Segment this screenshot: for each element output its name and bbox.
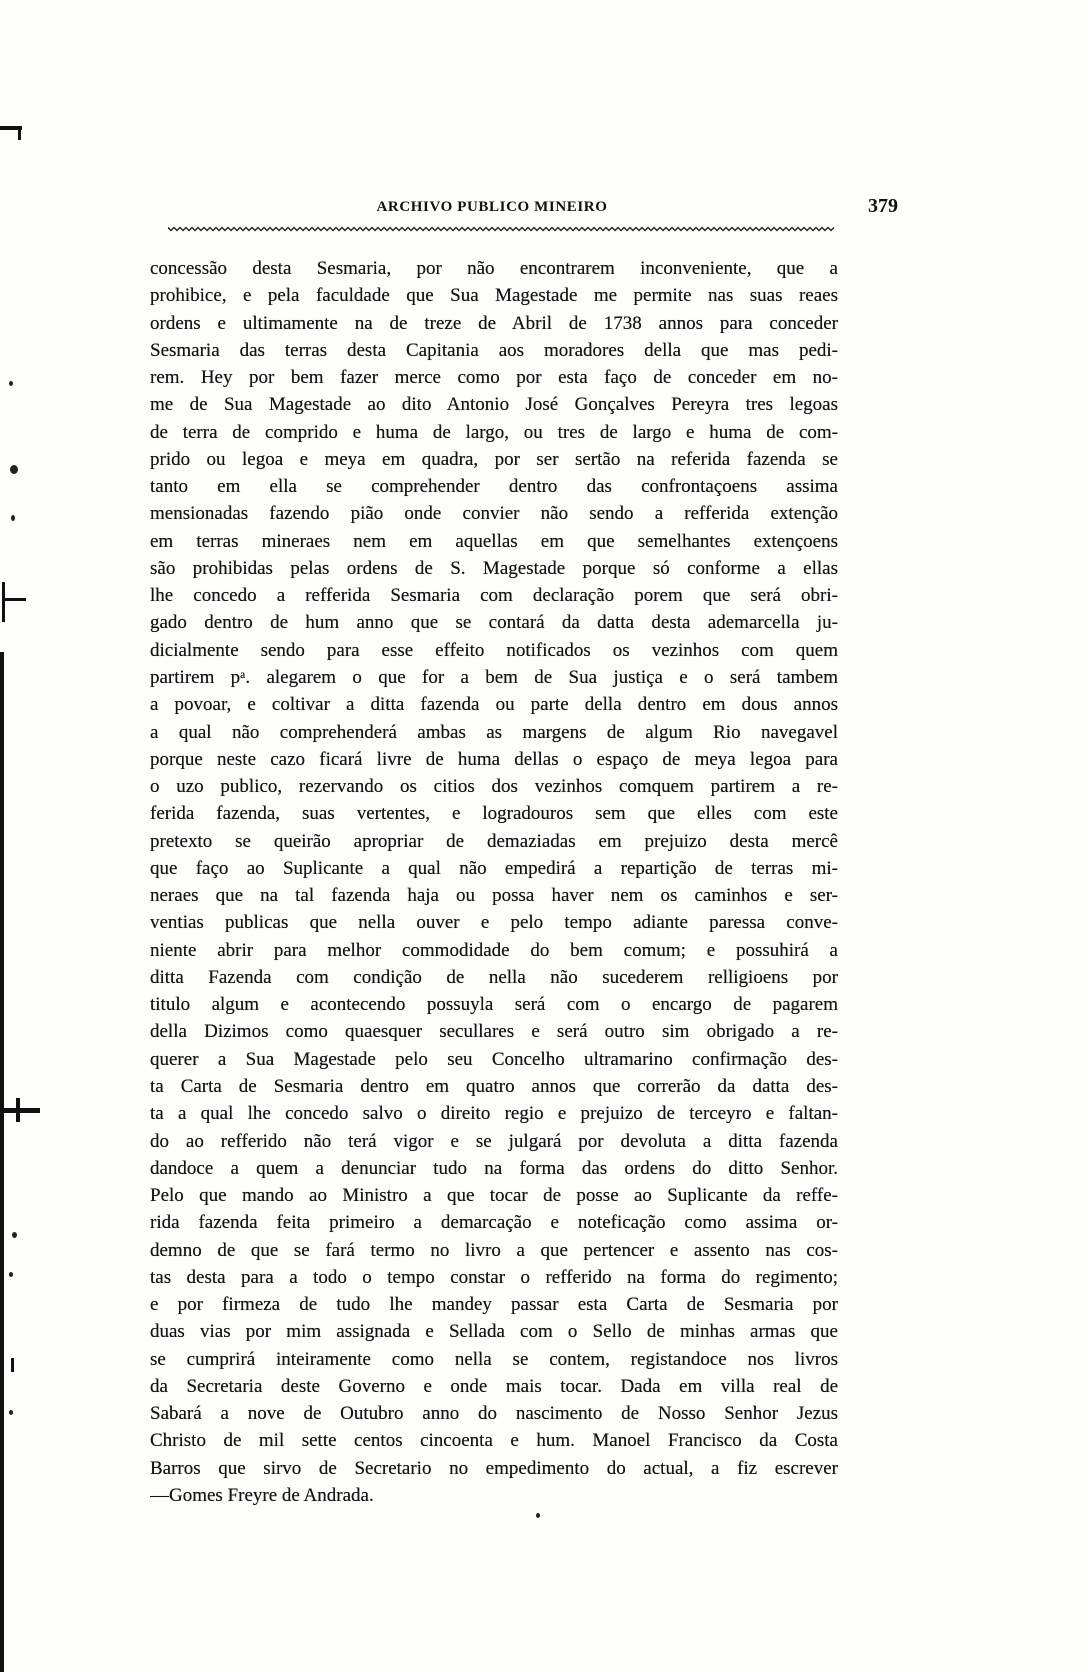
text-line: são prohibidas pelas ordens de S. Magestade porque só conforme a ellas [150,557,838,579]
text-line: Sesmaria das terras desta Capitania aos moradores della que mas pedi- [150,339,838,361]
text-line: ta Carta de Sesmaria dentro em quatro annos que correrão da datta des- [150,1075,838,1097]
text-line: ditta Fazenda com condição de nella não sucederem relligioens por [150,966,838,988]
scan-speck [9,1410,13,1415]
running-title: ARCHIVO PUBLICO MINEIRO [376,199,608,215]
text-line: della Dizimos como quaesquer secullares e será outro sim obrigado a re- [150,1021,838,1043]
text-line: prido ou legoa e meya em quadra, por ser sertão na referida fazenda se [150,448,838,470]
text-line: lhe concedo a refferida Sesmaria com declaração porem que será obri- [150,585,838,607]
scan-speck [536,1513,540,1518]
text-line: rida fazenda feita primeiro a demarcação e noteficação como assima or- [150,1212,838,1234]
text-line: concessão desta Sesmaria, por não encontrarem inconveniente, que a [150,258,838,279]
text-line: Sabará a nove de Outubro anno do nascimento de Nosso Senhor Jezus [150,1403,838,1425]
text-line: ferida fazenda, suas vertentes, e logradouros sem que elles com este [150,803,838,825]
text-line: Pelo que mando ao Ministro a que tocar de posse ao Suplicante da reffe- [150,1185,838,1207]
text-line: Barros que sirvo de Secretario no empedimento do actual, a fiz escrever [150,1457,838,1479]
scan-edge-mark [18,126,21,140]
text-line: que faço ao Suplicante a qual não empedirá a repartição de terras mi- [150,857,838,879]
text-line: ventias publicas que nella ouver e pelo tempo adiante paressa conve- [150,912,838,934]
text-line: duas vias por mim assignada e Sellada com o Sello de minhas armas que [150,1321,838,1343]
text-line: niente abrir para melhor commodidade do bem comum; e possuhirá a [150,939,838,961]
body-text [150,255,838,1509]
scan-speck [9,381,13,386]
text-line: e por firmeza de tudo lhe mandey passar esta Carta de Sesmaria por [150,1294,838,1316]
scan-edge-mark [11,1358,14,1372]
text-line: dandoce a quem a denunciar tudo na forma das ordens do ditto Senhor. [150,1157,838,1179]
text-line: pretexto se queirão apropriar de demaziadas em prejuizo desta mercê [150,830,838,852]
page-number: 379 [868,195,898,217]
text-line: se cumprirá inteiramente como nella se contem, registandoce nos livros [150,1348,838,1370]
text-line: ordens e ultimamente na de treze de Abril de 1738 annos para conceder [150,312,838,334]
scan-edge-mark [0,1108,40,1113]
text-line: a povoar, e coltivar a ditta fazenda ou parte della dentro em dous annos [150,694,838,716]
text-line: em terras mineraes nem em aquellas em que semelhantes extençoens [150,530,838,552]
text-line: gado dentro de hum anno que se contará da datta desta ademarcella ju- [150,612,838,634]
scan-speck [9,1272,13,1277]
text-line: querer a Sua Magestade pelo seu Concelho ultramarino confirmação des- [150,1048,838,1070]
text-line: ta a qual lhe concedo salvo o direito regio e prejuizo de terceyro e faltan- [150,1103,838,1125]
scan-edge-mark [0,652,4,1672]
scan-edge-mark [16,1098,20,1122]
text-line: da Secretaria deste Governo e onde mais tocar. Dada em villa real de [150,1375,838,1397]
text-line: neraes que na tal fazenda haja ou possa haver nem os caminhos e ser- [150,885,838,907]
scan-edge-mark [2,582,5,622]
header-wavy-rule [168,225,835,233]
text-line: me de Sua Magestade ao dito Antonio José Gonçalves Pereyra tres legoas [150,394,838,416]
scan-speck [12,1232,17,1238]
text-line: a qual não comprehenderá ambas as margens de algum Rio navegavel [150,721,838,743]
text-line: o uzo publico, rezervando os citios dos vezinhos comquem partirem a re- [150,776,838,798]
scan-speck [10,465,18,474]
scan-edge-mark [4,598,26,601]
text-line: demno de que se fará termo no livro a que pertencer e assento nas cos- [150,1239,838,1261]
text-line: prohibice, e pela faculdade que Sua Magestade me permite nas suas reaes [150,285,838,307]
scan-speck [11,515,15,521]
text-line: tanto em ella se comprehender dentro das confrontaçoens assima [150,476,838,498]
text-line: porque neste cazo ficará livre de huma dellas o espaço de meya legoa para [150,748,838,770]
text-line: titulo algum e acontecendo possuyla será com o encargo de pagarem [150,994,838,1016]
text-line: —Gomes Freyre de Andrada. [150,1484,374,1506]
text-line: partirem pᵃ. alegarem o que for a bem de Sua justiça e o será tambem [150,666,838,688]
text-line: de terra de comprido e huma de largo, ou tres de largo e huma de com- [150,421,838,443]
text-line: rem. Hey por bem fazer merce como por esta faço de conceder em no- [150,367,838,389]
text-line: mensionadas fazendo pião onde convier não sendo a refferida extenção [150,503,838,525]
text-line: tas desta para a todo o tempo constar o refferido na forma do regimento; [150,1266,838,1288]
text-line: Christo de mil sette centos cincoenta e hum. Manoel Francisco da Costa [150,1430,838,1452]
text-line: dicialmente sendo para esse effeito notificados os vezinhos com quem [150,639,838,661]
text-line: do ao refferido não terá vigor e se julgará por devoluta a ditta fazenda [150,1130,838,1152]
